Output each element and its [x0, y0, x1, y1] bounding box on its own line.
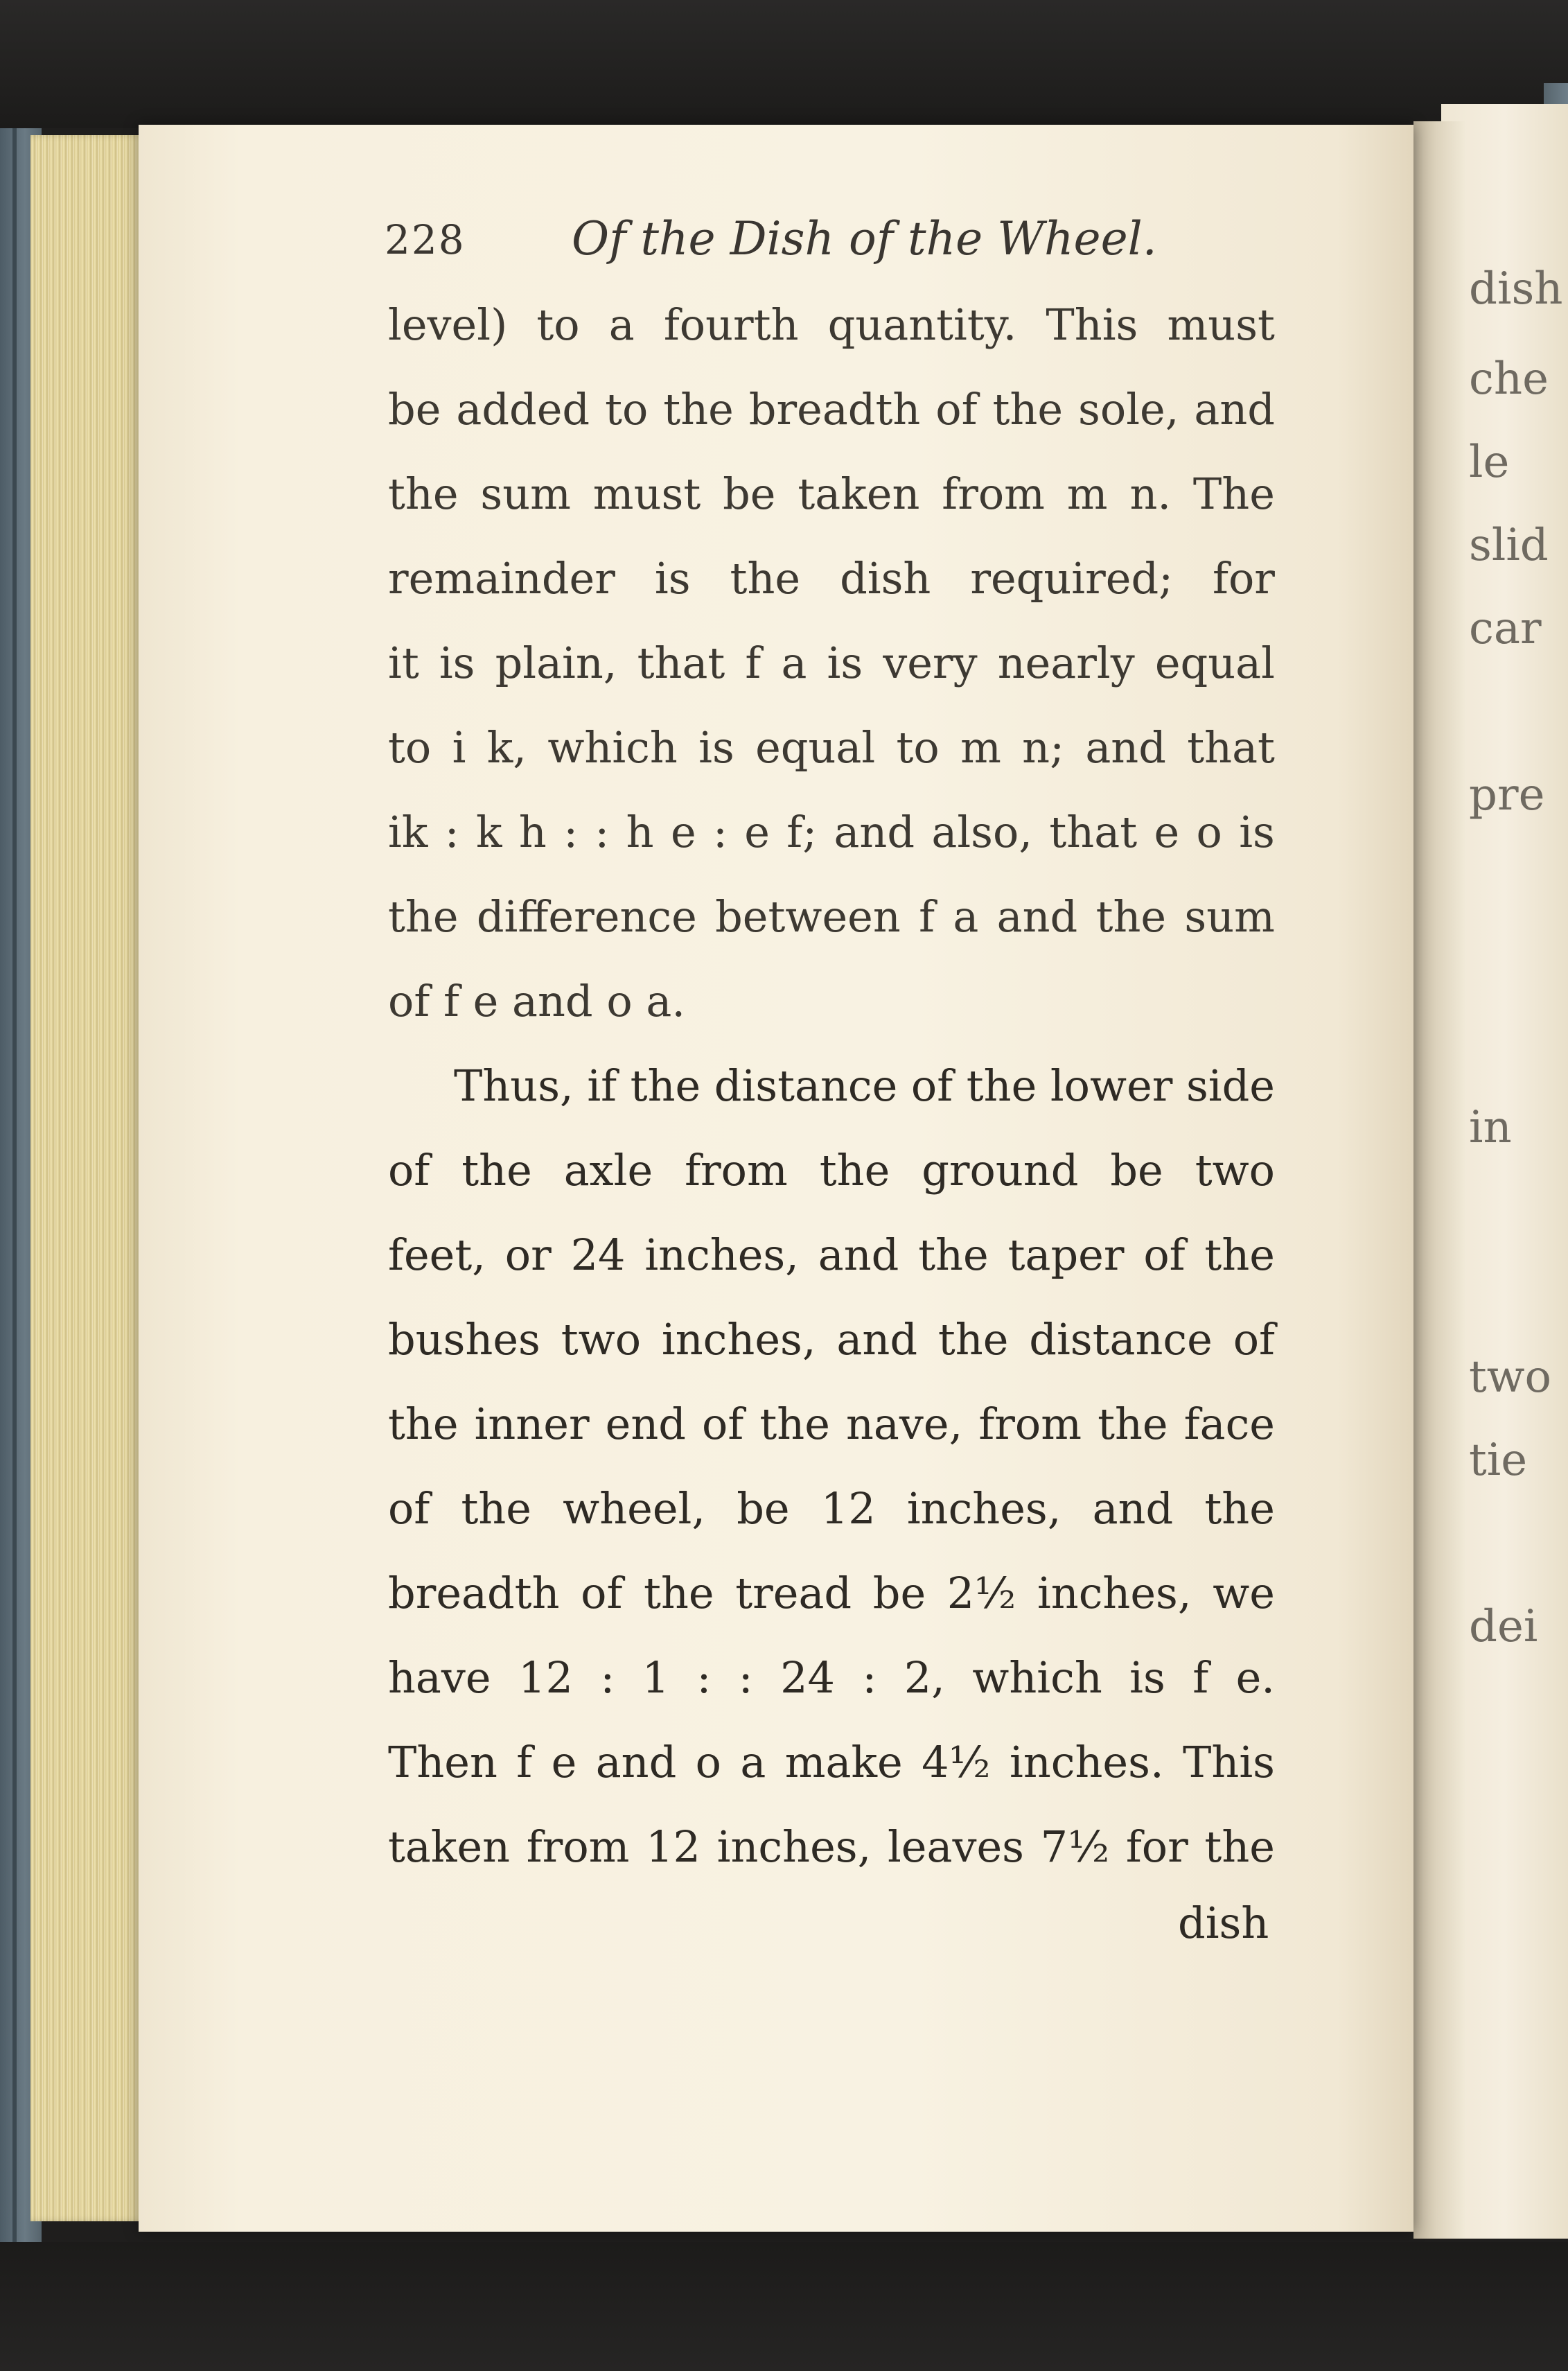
word: sum: [480, 469, 571, 519]
word: nave,: [845, 1399, 963, 1449]
word: f;: [786, 807, 818, 857]
word: level): [388, 299, 508, 350]
word: e: [670, 807, 696, 857]
word: m: [960, 722, 1001, 773]
word: and: [818, 1230, 899, 1280]
word: added: [456, 384, 590, 435]
text-line: [388, 807, 1275, 891]
word: n.: [1129, 469, 1172, 519]
word: quantity.: [827, 299, 1017, 350]
word: breadth: [748, 384, 921, 435]
word: inches.: [1010, 1737, 1164, 1787]
word: :: [444, 807, 459, 857]
word: 2,: [904, 1652, 945, 1703]
text-line: [388, 1652, 1275, 1737]
word: a: [608, 299, 635, 350]
word: is: [439, 638, 475, 688]
word: of: [581, 1568, 623, 1618]
word: the: [388, 469, 459, 519]
word: inches,: [1037, 1568, 1192, 1618]
word: the: [1204, 1230, 1275, 1280]
word: the: [630, 1060, 701, 1111]
word: to: [605, 384, 649, 435]
word: between: [715, 891, 901, 942]
facing-page-fragment: tie: [1469, 1435, 1528, 1486]
word: have: [388, 1652, 491, 1703]
word: inches,: [661, 1314, 816, 1365]
word: feet,: [388, 1230, 486, 1280]
word: the: [461, 1145, 532, 1196]
facing-page-fragment: car: [1469, 603, 1542, 654]
word: from: [978, 1399, 1082, 1449]
word: n;: [1022, 722, 1064, 773]
word: m: [1066, 469, 1108, 519]
word: end: [605, 1399, 686, 1449]
word: the: [730, 553, 801, 604]
word: 24: [780, 1652, 835, 1703]
word: and: [1085, 722, 1166, 773]
word: if: [587, 1060, 617, 1111]
word: e: [551, 1737, 577, 1787]
word: o: [1196, 807, 1222, 857]
word: distance: [714, 1060, 898, 1111]
word: :: [696, 1652, 712, 1703]
word: The: [1192, 469, 1275, 519]
word: e: [744, 807, 770, 857]
word: a: [781, 638, 807, 688]
word: 12: [518, 1652, 573, 1703]
word: 2½: [946, 1568, 1016, 1618]
word: to: [536, 299, 580, 350]
word: sole,: [1078, 384, 1179, 435]
word: :: [600, 1652, 615, 1703]
facing-page-fragment: dei: [1469, 1601, 1538, 1652]
text-line: [388, 1399, 1275, 1483]
word: required;: [970, 553, 1174, 604]
text-line: [388, 1060, 1275, 1145]
word: leaves: [887, 1821, 1024, 1872]
word: that: [1049, 807, 1138, 857]
word: :: [738, 1652, 753, 1703]
word: the: [966, 1060, 1037, 1111]
word: e: [1154, 807, 1180, 857]
word: taken: [388, 1821, 511, 1872]
word: two: [561, 1314, 642, 1365]
text-line: [388, 469, 1275, 553]
word: breadth: [388, 1568, 560, 1618]
word: for: [1125, 1821, 1188, 1872]
word: f: [1192, 1652, 1209, 1703]
word: 7½: [1040, 1821, 1110, 1872]
page-number: 228: [385, 216, 466, 263]
facing-page-fragment: dish: [1469, 263, 1563, 315]
text-line: [388, 1145, 1275, 1230]
word: and: [996, 891, 1078, 942]
word: :: [712, 807, 728, 857]
word: :: [594, 807, 610, 857]
word: of: [702, 1399, 744, 1449]
word: the: [1098, 1399, 1168, 1449]
word: fourth: [663, 299, 799, 350]
word: taper: [1007, 1230, 1125, 1280]
word: the: [388, 891, 459, 942]
word: must: [1167, 299, 1275, 350]
word: the: [937, 1314, 1009, 1365]
word: is: [1129, 1652, 1165, 1703]
word: and: [1194, 384, 1275, 435]
word: h: [626, 807, 654, 857]
word: be: [388, 384, 441, 435]
word: tread: [735, 1568, 852, 1618]
text-line: [388, 1821, 1275, 1906]
word: to: [896, 722, 940, 773]
word: side: [1186, 1060, 1275, 1111]
text-line: [388, 722, 1275, 807]
book-gutter: [1413, 121, 1465, 2239]
word: of: [910, 1060, 953, 1111]
facing-page-fragment: le: [1469, 437, 1510, 488]
word: wheel,: [563, 1483, 706, 1534]
word: h: [518, 807, 547, 857]
word: and: [836, 1314, 918, 1365]
word: for: [1213, 553, 1275, 604]
word: inches,: [644, 1230, 799, 1280]
word: from: [526, 1821, 630, 1872]
word: k: [475, 807, 502, 857]
word: f: [516, 1737, 533, 1787]
word: be: [737, 1483, 790, 1534]
word: inches,: [716, 1821, 872, 1872]
word: to: [388, 722, 432, 773]
word: the: [644, 1568, 714, 1618]
word: inner: [474, 1399, 590, 1449]
word: the: [388, 1399, 459, 1449]
scan-background-top: [0, 0, 1568, 128]
word: the: [1095, 891, 1167, 942]
text-line: of f e and o a.: [388, 976, 686, 1026]
word: ground: [922, 1145, 1079, 1196]
word: This: [1046, 299, 1138, 350]
text-line: [388, 891, 1275, 976]
text-line: [388, 1230, 1275, 1314]
word: is: [654, 553, 691, 604]
word: it: [388, 638, 419, 688]
word: difference: [476, 891, 697, 942]
word: taken: [798, 469, 920, 519]
scan-background-bottom: [0, 2242, 1568, 2371]
word: lower: [1050, 1060, 1173, 1111]
body-text: [388, 299, 1275, 1906]
word: plain,: [495, 638, 617, 688]
word: bushes: [388, 1314, 540, 1365]
word: k,: [486, 722, 527, 773]
word: sum: [1184, 891, 1275, 942]
word: and: [595, 1737, 677, 1787]
word: :: [862, 1652, 877, 1703]
word: from: [942, 469, 1045, 519]
word: remainder: [388, 553, 615, 604]
word: Thus,: [454, 1060, 574, 1111]
text-line: [388, 553, 1275, 638]
word: the: [1204, 1821, 1275, 1872]
word: two: [1195, 1145, 1275, 1196]
word: face: [1183, 1399, 1275, 1449]
word: ik: [388, 807, 428, 857]
word: that: [1187, 722, 1275, 773]
word: 12: [646, 1821, 701, 1872]
word: 24: [570, 1230, 626, 1280]
word: axle: [563, 1145, 653, 1196]
word: nearly: [997, 638, 1135, 688]
word: and: [834, 807, 915, 857]
word: is: [1239, 807, 1275, 857]
facing-page-fragment: in: [1469, 1102, 1512, 1153]
word: make: [784, 1737, 903, 1787]
word: very: [883, 638, 978, 688]
word: 4½: [922, 1737, 991, 1787]
facing-page-fragment: pre: [1469, 769, 1545, 821]
word: dish: [840, 553, 931, 604]
word: i: [452, 722, 466, 773]
text-line: [388, 1314, 1275, 1399]
word: is: [827, 638, 863, 688]
word: the: [992, 384, 1064, 435]
word: of: [388, 1483, 430, 1534]
text-line: [388, 638, 1275, 722]
word: of: [1143, 1230, 1186, 1280]
word: equal: [755, 722, 876, 773]
facing-page-fragment: two: [1469, 1351, 1552, 1403]
word: f: [919, 891, 935, 942]
word: is: [698, 722, 734, 773]
word: the: [461, 1483, 531, 1534]
word: also,: [931, 807, 1033, 857]
running-title: Of the Dish of the Wheel.: [572, 212, 1157, 265]
word: we: [1213, 1568, 1275, 1618]
word: the: [918, 1230, 989, 1280]
text-line: [388, 299, 1275, 384]
word: distance: [1029, 1314, 1213, 1365]
word: of: [1233, 1314, 1275, 1365]
word: a: [740, 1737, 766, 1787]
word: which: [972, 1652, 1102, 1703]
word: 1: [642, 1652, 670, 1703]
facing-page-fragment: che: [1469, 353, 1549, 405]
word: which: [547, 722, 678, 773]
text-line: [388, 1483, 1275, 1568]
text-line: [388, 1568, 1275, 1652]
catchword: dish: [1178, 1898, 1269, 1948]
text-line: [388, 1737, 1275, 1821]
word: be: [723, 469, 776, 519]
word: that: [637, 638, 725, 688]
word: the: [1204, 1483, 1275, 1534]
word: of: [935, 384, 978, 435]
word: the: [663, 384, 734, 435]
word: be: [872, 1568, 926, 1618]
word: Then: [388, 1737, 497, 1787]
word: This: [1183, 1737, 1275, 1787]
word: :: [563, 807, 579, 857]
word: a: [953, 891, 979, 942]
word: o: [695, 1737, 721, 1787]
word: the: [819, 1145, 890, 1196]
word: equal: [1154, 638, 1275, 688]
word: 12: [820, 1483, 876, 1534]
word: inches,: [906, 1483, 1062, 1534]
text-line: [388, 384, 1275, 469]
word: from: [685, 1145, 788, 1196]
word: or: [504, 1230, 552, 1280]
word: of: [388, 1145, 430, 1196]
word: be: [1110, 1145, 1163, 1196]
word: and: [1092, 1483, 1174, 1534]
word: must: [592, 469, 701, 519]
word: the: [759, 1399, 830, 1449]
word: e.: [1235, 1652, 1275, 1703]
facing-page-fragment: slid: [1469, 520, 1549, 571]
word: f: [745, 638, 761, 688]
